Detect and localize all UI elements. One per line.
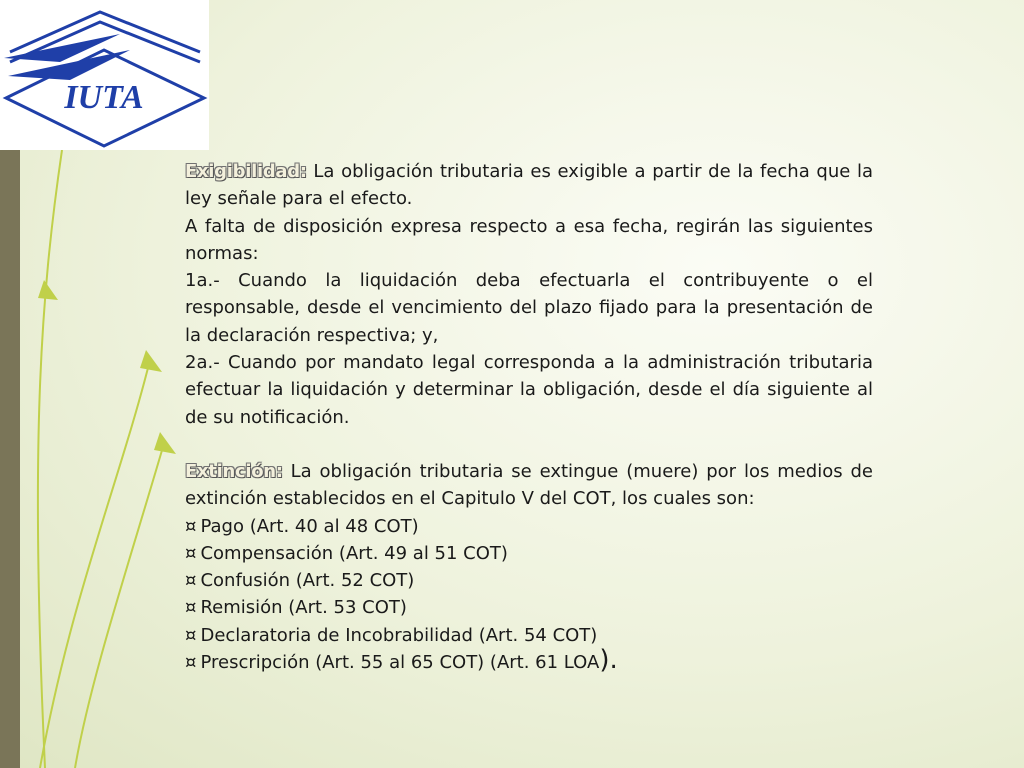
closing-punctuation: ). [599, 645, 618, 676]
list-item-text: Confusión (Art. 52 COT) [200, 570, 415, 592]
arrow-curve-1 [38, 150, 62, 768]
list-item [185, 622, 873, 649]
arrow-head-3 [38, 280, 58, 300]
list-item-text: Remisión (Art. 53 COT) [200, 597, 407, 619]
bullet-icon: ¤ [185, 542, 197, 564]
extincion-intro: La obligación tributaria se extingue (muere) por los medios de extinción establecidos en el Capitulo V del COT, los cuales son: [185, 460, 873, 510]
arrow-head-2 [154, 432, 176, 454]
slide-content [185, 158, 873, 676]
bullet-icon: ¤ [185, 652, 197, 674]
exigibilidad-heading: Exigibilidad: [185, 161, 307, 182]
bullet-icon: ¤ [185, 624, 197, 646]
list-item-text: Declaratoria de Incobrabilidad (Art. 54 COT) [200, 624, 598, 646]
bullet-icon: ¤ [185, 570, 197, 592]
exigibilidad-intro: La obligación tributaria es exigible a partir de la fecha que la ley señale para el efecto. [185, 161, 873, 210]
exigibilidad-item-2: 2a.- Cuando por mandato legal corresponda a la administración tributaria efectuar la liquidación y determinar la obligación, desde el día siguiente al de su notificación. [185, 352, 873, 428]
list-item-text: Pago (Art. 40 al 48 COT) [200, 515, 419, 537]
list-item-text: Compensación (Art. 49 al 51 COT) [200, 542, 508, 564]
bullet-icon: ¤ [185, 515, 197, 537]
list-item [185, 594, 873, 621]
exigibilidad-item-1: 1a.- Cuando la liquidación deba efectuarla el contribuyente o el responsable, desde el vencimiento del plazo fijado para la presentación de la declaración respectiva; y, [185, 270, 873, 346]
arrow-curve-3 [75, 440, 165, 768]
arrow-head-1 [140, 350, 162, 372]
bullet-icon: ¤ [185, 597, 197, 619]
logo [0, 0, 209, 150]
list-item [185, 540, 873, 567]
list-item [185, 513, 873, 540]
iuta-logo-mark [0, 0, 209, 150]
arrow-curve-2 [40, 360, 150, 768]
list-item-text: Prescripción (Art. 55 al 65 COT) (Art. 61 LOA [200, 652, 600, 674]
list-item [185, 567, 873, 594]
extincion-paragraph [185, 458, 873, 513]
list-item [185, 645, 873, 676]
left-sidebar-bar [0, 150, 20, 768]
exigibilidad-rule: A falta de disposición expresa respecto a esa fecha, regirán las siguientes normas: [185, 215, 873, 264]
section-spacer [185, 431, 873, 458]
logo-text: IUTA [64, 79, 144, 116]
extincion-heading: Extinción: [185, 460, 283, 482]
exigibilidad-paragraph [185, 158, 873, 213]
